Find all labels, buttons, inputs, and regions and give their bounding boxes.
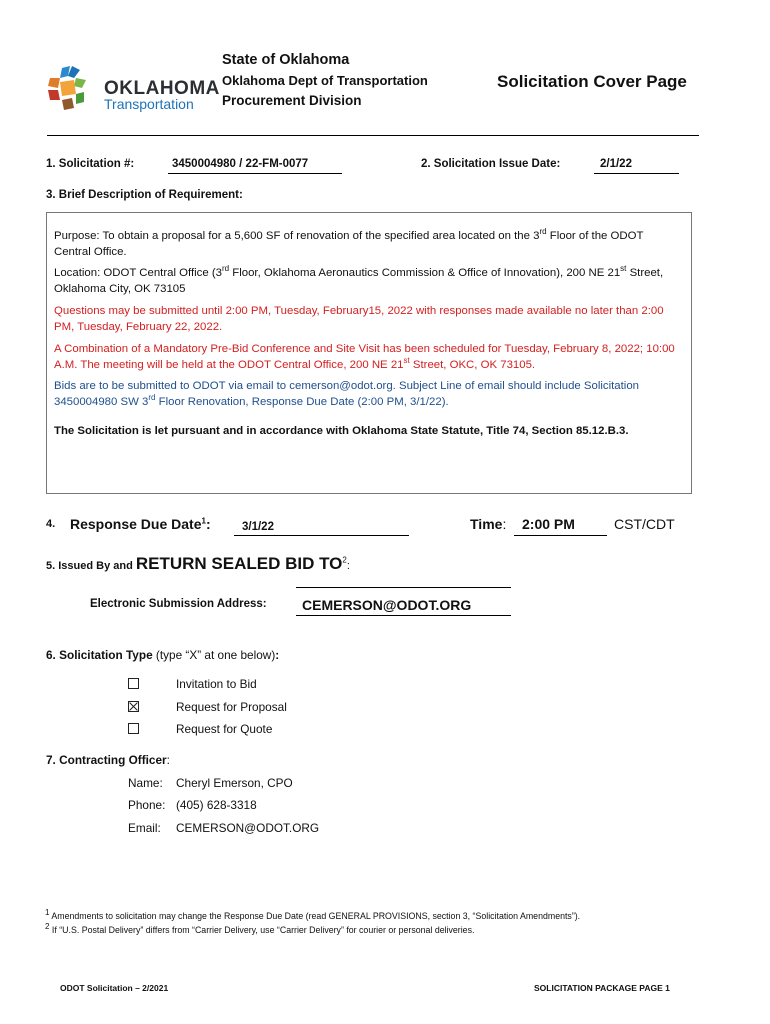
response-due-label: Response Due Date$^1$: <box>70 516 211 532</box>
electronic-submission-address: CEMERSON@ODOT.ORG <box>302 597 472 613</box>
issued-by-label: 5. Issued By and RETURN SEALED BID $TO^2$: <box>46 554 350 573</box>
footnote-2: $^2$ If “U.S. Postal Delivery” differs from “Carrier Delivery, use “Carrier Delivery” for courier or personal deliveries. <box>45 922 475 935</box>
issue-date-label: 2. Solicitation Issue Date: <box>421 158 561 170</box>
officer-phone-label: Phone: <box>128 798 166 812</box>
officer-email[interactable]: CEMERSON@ODOT.ORG <box>176 821 320 835</box>
odot-logo-mark <box>48 64 98 112</box>
request-for-proposal-label: Request for Proposal <box>176 700 287 714</box>
officer-name: Cheryl Emerson, CPO <box>176 776 293 790</box>
response-time-underline <box>514 535 607 536</box>
response-number: 4. <box>46 518 56 530</box>
request-for-quote-checkbox[interactable] <box>128 723 139 734</box>
logo-subtitle: Transportation <box>104 96 194 112</box>
contracting-officer-label: 7. Contracting Officer: <box>46 753 170 767</box>
request-for-quote-label: Request for Quote <box>176 722 273 736</box>
issue-date-underline <box>594 173 679 174</box>
invitation-to-bid-label: Invitation to Bid <box>176 677 257 691</box>
description-location: Location: ODOT Central Office (3rd Floor, Oklahoma Aeronautics Commission & Office of Innovation), 200 NE 21st Street, Oklahoma City, OK 73105 <box>54 264 664 295</box>
footer-left: ODOT Solicitation – 2/2021 <box>60 983 169 993</box>
response-date-underline <box>234 535 409 536</box>
solicitation-number-value: 3450004980 / 22-FM-0077 <box>172 158 309 170</box>
footer-right: SOLICITATION PACKAGE PAGE 1 <box>534 983 670 993</box>
state-heading: State of Oklahoma <box>222 52 350 68</box>
description-statute: The Solicitation is let pursuant and in accordance with Oklahoma State Statute, Title 74, Section 85.12.B.3. <box>54 425 629 437</box>
header-divider <box>47 135 699 136</box>
response-timezone: CST/CDT <box>614 516 675 532</box>
response-time: 2:00 PM <box>522 516 575 532</box>
footnote-1: $^1$ Amendments to solicitation may change the Response Due Date (read GENERAL PROVISIONS, section 3, “Solicitation Amendments”). <box>45 908 581 921</box>
page-title: Solicitation Cover Page <box>497 72 687 91</box>
invitation-to-bid-checkbox[interactable] <box>128 678 139 689</box>
dept-heading: Oklahoma Dept of Transportation <box>222 73 428 88</box>
request-for-proposal-checkbox[interactable] <box>128 701 139 712</box>
description-questions: Questions may be submitted until 2:00 PM, Tuesday, February15, 2022 with responses made available no later than 2:00 PM, Tuesday, February 22, 2022. <box>54 305 664 333</box>
solicitation-type-label: 6. Solicitation Type (type “X” at one below): <box>46 648 280 662</box>
response-time-label: Time: <box>470 516 507 532</box>
solicitation-number-label: 1. Solicitation #: <box>46 158 135 170</box>
description-bids: Bids are to be submitted to ODOT via email to cemerson@odot.org. Subject Line of email should include Solicitation 3450004980 SW 3rd Floor Renovation, Response Due Date (2:00 PM, 3/1/22). <box>54 380 639 408</box>
officer-phone: (405) 628-3318 <box>176 798 257 812</box>
electronic-submission-label: Electronic Submission Address: <box>90 598 267 610</box>
issue-date-value: 2/1/22 <box>600 158 632 170</box>
logo-wordmark: OKLAHOMA <box>104 78 220 99</box>
officer-name-label: Name: <box>128 776 163 790</box>
division-heading: Procurement Division <box>222 93 362 108</box>
solicitation-number-underline <box>168 173 342 174</box>
response-due-date: 3/1/22 <box>242 521 274 533</box>
description-label: 3. Brief Description of Requirement: <box>46 189 243 201</box>
issued-by-underline <box>296 587 511 588</box>
description-purpose: Purpose: To obtain a proposal for a 5,600 SF of renovation of the specified area located on the 3rd Floor of the ODOT Central Office. <box>54 227 644 258</box>
officer-email-label: Email: <box>128 821 161 835</box>
description-prebid: A Combination of a Mandatory Pre-Bid Conference and Site Visit has been scheduled for Tuesday, February 8, 2022; 10:00 A.M. The meeting will be held at the ODOT Central Office, 200 NE 21st Street, OKC, OK 73105. <box>54 343 675 371</box>
submission-address-underline <box>296 615 511 616</box>
